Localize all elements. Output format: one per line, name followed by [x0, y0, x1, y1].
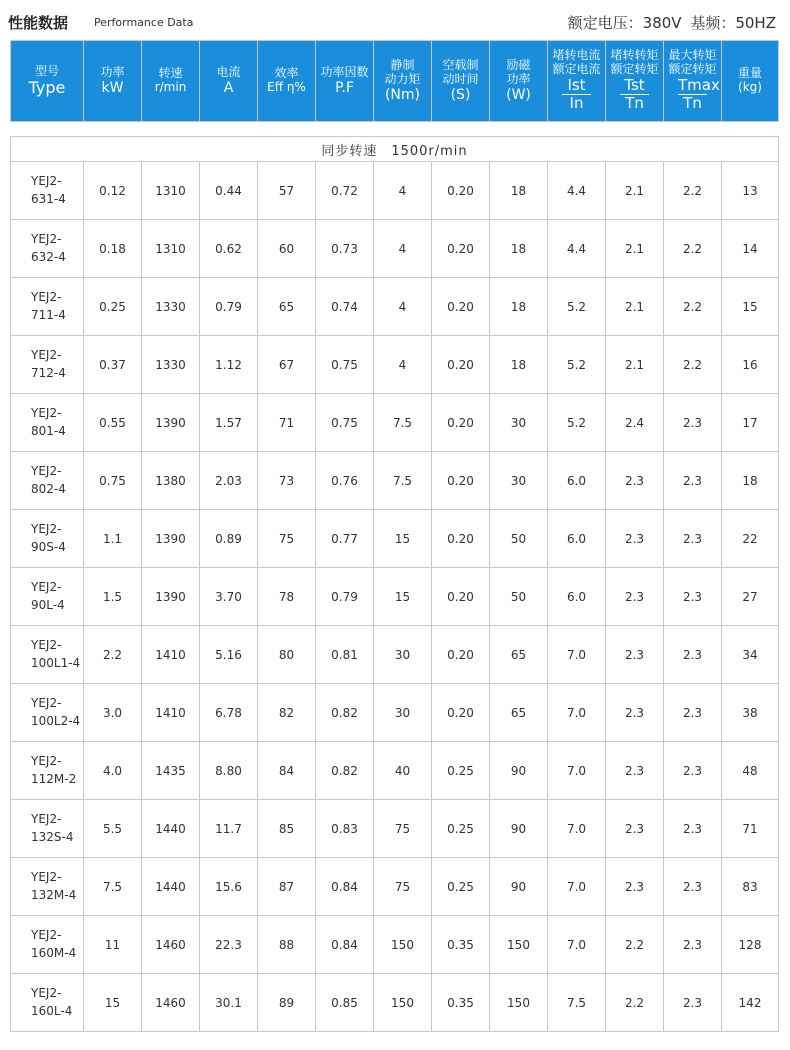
type-line-1: YEJ2- [31, 812, 62, 827]
cell-power: 3.0 [84, 684, 142, 742]
cell-power: 0.75 [84, 452, 142, 510]
cell-efficiency: 88 [258, 916, 316, 974]
table-row [11, 568, 779, 626]
table-row [11, 452, 779, 510]
table-row [11, 800, 779, 858]
cell-type [11, 394, 84, 452]
spacer-row [11, 122, 779, 137]
cell-type [11, 974, 84, 1032]
type-line-1: YEJ2- [31, 870, 62, 885]
cell-speed: 1310 [142, 162, 200, 220]
cell-braking-time: 0.35 [432, 916, 490, 974]
cell-locked-current-ratio: 6.0 [548, 510, 606, 568]
cell-type [11, 510, 84, 568]
table-row [11, 916, 779, 974]
cell-braking-torque: 40 [374, 742, 432, 800]
table-row [11, 336, 779, 394]
table-row [11, 858, 779, 916]
cell-power-factor: 0.77 [316, 510, 374, 568]
cell-power-factor: 0.81 [316, 626, 374, 684]
cell-speed: 1390 [142, 568, 200, 626]
cell-efficiency: 80 [258, 626, 316, 684]
cell-speed: 1330 [142, 278, 200, 336]
cell-power: 0.37 [84, 336, 142, 394]
cell-braking-time: 0.20 [432, 278, 490, 336]
type-line-1: YEJ2- [31, 464, 62, 479]
cell-current: 30.1 [200, 974, 258, 1032]
cell-type [11, 858, 84, 916]
cell-excitation-power: 90 [490, 858, 548, 916]
type-line-2: 100L2-4 [31, 713, 81, 728]
cell-locked-torque-ratio: 2.3 [606, 684, 664, 742]
cell-type [11, 452, 84, 510]
cell-excitation-power: 65 [490, 684, 548, 742]
cell-braking-torque: 4 [374, 336, 432, 394]
cell-max-torque-ratio: 2.3 [664, 974, 722, 1032]
col-type: 型号 Type [11, 41, 84, 122]
cell-power: 1.1 [84, 510, 142, 568]
cell-max-torque-ratio: 2.2 [664, 336, 722, 394]
table-row [11, 684, 779, 742]
cell-braking-time: 0.25 [432, 742, 490, 800]
cell-excitation-power: 90 [490, 742, 548, 800]
cell-current: 6.78 [200, 684, 258, 742]
cell-speed: 1380 [142, 452, 200, 510]
cell-efficiency: 84 [258, 742, 316, 800]
cell-speed: 1435 [142, 742, 200, 800]
cell-efficiency: 65 [258, 278, 316, 336]
cell-locked-torque-ratio: 2.3 [606, 858, 664, 916]
cell-max-torque-ratio: 2.3 [664, 626, 722, 684]
cell-efficiency: 73 [258, 452, 316, 510]
cell-braking-torque: 7.5 [374, 394, 432, 452]
cell-power: 2.2 [84, 626, 142, 684]
cell-power: 0.25 [84, 278, 142, 336]
col-efficiency: 效率 Eff η% [258, 41, 316, 122]
cell-braking-time: 0.20 [432, 684, 490, 742]
cell-locked-current-ratio: 7.5 [548, 974, 606, 1032]
cell-locked-current-ratio: 5.2 [548, 394, 606, 452]
cell-type [11, 916, 84, 974]
type-line-2: 132M-4 [31, 887, 77, 902]
cell-excitation-power: 150 [490, 916, 548, 974]
performance-table [10, 40, 779, 1032]
cell-power-factor: 0.72 [316, 162, 374, 220]
cell-power-factor: 0.83 [316, 800, 374, 858]
cell-type [11, 684, 84, 742]
cell-excitation-power: 50 [490, 510, 548, 568]
cell-braking-time: 0.20 [432, 220, 490, 278]
cell-locked-torque-ratio: 2.1 [606, 162, 664, 220]
cell-speed: 1410 [142, 684, 200, 742]
col-max-torque-ratio: 最大转矩 额定转矩 Tmax Tn [664, 41, 722, 122]
cell-speed: 1390 [142, 394, 200, 452]
cell-locked-torque-ratio: 2.1 [606, 336, 664, 394]
cell-power-factor: 0.82 [316, 684, 374, 742]
cell-current: 22.3 [200, 916, 258, 974]
type-line-1: YEJ2- [31, 174, 62, 189]
cell-efficiency: 78 [258, 568, 316, 626]
cell-braking-time: 0.25 [432, 858, 490, 916]
cell-max-torque-ratio: 2.3 [664, 510, 722, 568]
type-line-1: YEJ2- [31, 928, 62, 943]
cell-braking-torque: 4 [374, 278, 432, 336]
cell-weight: 128 [722, 916, 779, 974]
cell-max-torque-ratio: 2.2 [664, 220, 722, 278]
type-line-2: 712-4 [31, 365, 66, 380]
cell-locked-current-ratio: 7.0 [548, 916, 606, 974]
cell-braking-time: 0.20 [432, 162, 490, 220]
cell-power-factor: 0.85 [316, 974, 374, 1032]
cell-weight: 83 [722, 858, 779, 916]
cell-braking-time: 0.20 [432, 510, 490, 568]
cell-power-factor: 0.82 [316, 742, 374, 800]
cell-braking-torque: 150 [374, 974, 432, 1032]
col-locked-torque-ratio: 堵转转矩 额定转矩 Tst Tn [606, 41, 664, 122]
section-row [11, 137, 779, 162]
cell-power: 7.5 [84, 858, 142, 916]
cell-max-torque-ratio: 2.3 [664, 800, 722, 858]
cell-current: 0.62 [200, 220, 258, 278]
sync-speed-label: 同步转速 1500r/min [11, 137, 779, 162]
cell-excitation-power: 18 [490, 162, 548, 220]
cell-efficiency: 87 [258, 858, 316, 916]
cell-excitation-power: 18 [490, 336, 548, 394]
cell-efficiency: 67 [258, 336, 316, 394]
type-line-1: YEJ2- [31, 522, 62, 537]
page-title: 性能数据 [8, 14, 69, 32]
cell-current: 5.16 [200, 626, 258, 684]
cell-locked-torque-ratio: 2.2 [606, 974, 664, 1032]
cell-braking-time: 0.35 [432, 974, 490, 1032]
cell-weight: 14 [722, 220, 779, 278]
type-line-2: 112M-2 [31, 771, 77, 786]
type-line-1: YEJ2- [31, 638, 62, 653]
cell-efficiency: 85 [258, 800, 316, 858]
cell-locked-torque-ratio: 2.3 [606, 742, 664, 800]
cell-locked-torque-ratio: 2.4 [606, 394, 664, 452]
cell-power-factor: 0.73 [316, 220, 374, 278]
cell-power-factor: 0.79 [316, 568, 374, 626]
table-row [11, 626, 779, 684]
cell-braking-time: 0.20 [432, 626, 490, 684]
cell-speed: 1440 [142, 858, 200, 916]
cell-power: 11 [84, 916, 142, 974]
type-line-2: 711-4 [31, 307, 66, 322]
cell-braking-time: 0.20 [432, 336, 490, 394]
col-braking-torque: 静制 动力矩 (Nm) [374, 41, 432, 122]
type-line-2: 132S-4 [31, 829, 74, 844]
cell-locked-current-ratio: 5.2 [548, 278, 606, 336]
cell-braking-torque: 30 [374, 626, 432, 684]
table-row [11, 974, 779, 1032]
type-line-1: YEJ2- [31, 406, 62, 421]
cell-braking-torque: 30 [374, 684, 432, 742]
col-braking-time: 空载制 动时间 (S) [432, 41, 490, 122]
cell-weight: 13 [722, 162, 779, 220]
cell-excitation-power: 65 [490, 626, 548, 684]
rated-voltage: 额定电压：380V [567, 14, 682, 32]
cell-braking-torque: 7.5 [374, 452, 432, 510]
cell-speed: 1330 [142, 336, 200, 394]
cell-efficiency: 57 [258, 162, 316, 220]
cell-locked-current-ratio: 7.0 [548, 800, 606, 858]
type-line-2: 631-4 [31, 191, 66, 206]
cell-weight: 17 [722, 394, 779, 452]
cell-locked-current-ratio: 5.2 [548, 336, 606, 394]
cell-weight: 27 [722, 568, 779, 626]
cell-max-torque-ratio: 2.3 [664, 452, 722, 510]
page-subtitle: Performance Data [94, 16, 194, 29]
cell-power: 0.18 [84, 220, 142, 278]
cell-speed: 1310 [142, 220, 200, 278]
cell-braking-torque: 75 [374, 800, 432, 858]
cell-speed: 1460 [142, 974, 200, 1032]
type-line-1: YEJ2- [31, 986, 62, 1001]
cell-locked-current-ratio: 6.0 [548, 568, 606, 626]
col-power: 功率 kW [84, 41, 142, 122]
type-line-2: 802-4 [31, 481, 66, 496]
cell-braking-time: 0.25 [432, 800, 490, 858]
cell-max-torque-ratio: 2.2 [664, 278, 722, 336]
cell-excitation-power: 50 [490, 568, 548, 626]
cell-power-factor: 0.84 [316, 858, 374, 916]
type-line-2: 160M-4 [31, 945, 77, 960]
type-line-1: YEJ2- [31, 696, 62, 711]
type-line-1: YEJ2- [31, 290, 62, 305]
type-line-1: YEJ2- [31, 754, 62, 769]
cell-locked-torque-ratio: 2.3 [606, 568, 664, 626]
cell-current: 0.79 [200, 278, 258, 336]
cell-braking-torque: 15 [374, 510, 432, 568]
cell-type [11, 626, 84, 684]
cell-current: 0.89 [200, 510, 258, 568]
cell-locked-current-ratio: 7.0 [548, 742, 606, 800]
cell-excitation-power: 18 [490, 220, 548, 278]
cell-weight: 22 [722, 510, 779, 568]
cell-efficiency: 82 [258, 684, 316, 742]
type-line-2: 100L1-4 [31, 655, 81, 670]
cell-weight: 142 [722, 974, 779, 1032]
cell-max-torque-ratio: 2.2 [664, 162, 722, 220]
cell-max-torque-ratio: 2.3 [664, 684, 722, 742]
cell-type [11, 800, 84, 858]
table-header [11, 41, 779, 122]
cell-type [11, 162, 84, 220]
col-power-factor: 功率因数 P.F [316, 41, 374, 122]
cell-max-torque-ratio: 2.3 [664, 394, 722, 452]
cell-current: 8.80 [200, 742, 258, 800]
cell-type [11, 742, 84, 800]
cell-weight: 18 [722, 452, 779, 510]
cell-weight: 71 [722, 800, 779, 858]
col-speed: 转速 r/min [142, 41, 200, 122]
cell-locked-current-ratio: 4.4 [548, 162, 606, 220]
cell-power-factor: 0.76 [316, 452, 374, 510]
cell-excitation-power: 150 [490, 974, 548, 1032]
col-locked-current-ratio: 堵转电流 额定电流 Ist In [548, 41, 606, 122]
cell-weight: 38 [722, 684, 779, 742]
cell-speed: 1440 [142, 800, 200, 858]
cell-max-torque-ratio: 2.3 [664, 858, 722, 916]
type-line-2: 90L-4 [31, 597, 65, 612]
col-current: 电流 A [200, 41, 258, 122]
type-line-2: 160L-4 [31, 1003, 73, 1018]
cell-weight: 34 [722, 626, 779, 684]
cell-efficiency: 75 [258, 510, 316, 568]
cell-excitation-power: 30 [490, 452, 548, 510]
table-row [11, 220, 779, 278]
cell-current: 2.03 [200, 452, 258, 510]
cell-power-factor: 0.84 [316, 916, 374, 974]
table-row [11, 278, 779, 336]
base-frequency: 基频：50HZ [690, 14, 776, 32]
cell-max-torque-ratio: 2.3 [664, 916, 722, 974]
cell-excitation-power: 18 [490, 278, 548, 336]
cell-braking-torque: 75 [374, 858, 432, 916]
cell-locked-current-ratio: 7.0 [548, 626, 606, 684]
cell-braking-time: 0.20 [432, 394, 490, 452]
cell-locked-torque-ratio: 2.2 [606, 916, 664, 974]
cell-locked-current-ratio: 7.0 [548, 858, 606, 916]
cell-power: 5.5 [84, 800, 142, 858]
cell-current: 3.70 [200, 568, 258, 626]
cell-max-torque-ratio: 2.3 [664, 742, 722, 800]
cell-current: 1.57 [200, 394, 258, 452]
cell-locked-current-ratio: 4.4 [548, 220, 606, 278]
table-body [11, 122, 779, 1032]
type-line-2: 90S-4 [31, 539, 66, 554]
cell-type [11, 278, 84, 336]
cell-power: 1.5 [84, 568, 142, 626]
cell-weight: 15 [722, 278, 779, 336]
cell-power-factor: 0.74 [316, 278, 374, 336]
cell-current: 1.12 [200, 336, 258, 394]
cell-current: 0.44 [200, 162, 258, 220]
cell-locked-current-ratio: 6.0 [548, 452, 606, 510]
cell-power-factor: 0.75 [316, 336, 374, 394]
cell-braking-torque: 4 [374, 220, 432, 278]
col-weight: 重量 (kg) [722, 41, 779, 122]
cell-efficiency: 60 [258, 220, 316, 278]
cell-excitation-power: 90 [490, 800, 548, 858]
cell-type [11, 336, 84, 394]
type-line-2: 801-4 [31, 423, 66, 438]
cell-excitation-power: 30 [490, 394, 548, 452]
cell-locked-torque-ratio: 2.3 [606, 510, 664, 568]
col-excitation-power: 励磁 功率 (W) [490, 41, 548, 122]
type-line-2: 632-4 [31, 249, 66, 264]
cell-braking-torque: 15 [374, 568, 432, 626]
cell-speed: 1410 [142, 626, 200, 684]
cell-locked-torque-ratio: 2.3 [606, 800, 664, 858]
cell-power: 0.12 [84, 162, 142, 220]
cell-power-factor: 0.75 [316, 394, 374, 452]
cell-weight: 48 [722, 742, 779, 800]
cell-locked-torque-ratio: 2.3 [606, 452, 664, 510]
table-row [11, 742, 779, 800]
cell-braking-time: 0.20 [432, 568, 490, 626]
type-line-1: YEJ2- [31, 580, 62, 595]
table-row [11, 510, 779, 568]
cell-locked-current-ratio: 7.0 [548, 684, 606, 742]
cell-weight: 16 [722, 336, 779, 394]
cell-efficiency: 89 [258, 974, 316, 1032]
type-line-1: YEJ2- [31, 232, 62, 247]
cell-power: 15 [84, 974, 142, 1032]
cell-braking-time: 0.20 [432, 452, 490, 510]
cell-locked-torque-ratio: 2.1 [606, 220, 664, 278]
cell-current: 15.6 [200, 858, 258, 916]
table-row [11, 162, 779, 220]
rating-info [564, 12, 776, 33]
cell-power: 4.0 [84, 742, 142, 800]
cell-speed: 1390 [142, 510, 200, 568]
page-header [0, 0, 790, 40]
cell-type [11, 568, 84, 626]
cell-speed: 1460 [142, 916, 200, 974]
cell-locked-torque-ratio: 2.1 [606, 278, 664, 336]
cell-current: 11.7 [200, 800, 258, 858]
cell-type [11, 220, 84, 278]
table-row [11, 394, 779, 452]
cell-max-torque-ratio: 2.3 [664, 568, 722, 626]
type-line-1: YEJ2- [31, 348, 62, 363]
cell-braking-torque: 150 [374, 916, 432, 974]
cell-power: 0.55 [84, 394, 142, 452]
cell-braking-torque: 4 [374, 162, 432, 220]
cell-locked-torque-ratio: 2.3 [606, 626, 664, 684]
cell-efficiency: 71 [258, 394, 316, 452]
